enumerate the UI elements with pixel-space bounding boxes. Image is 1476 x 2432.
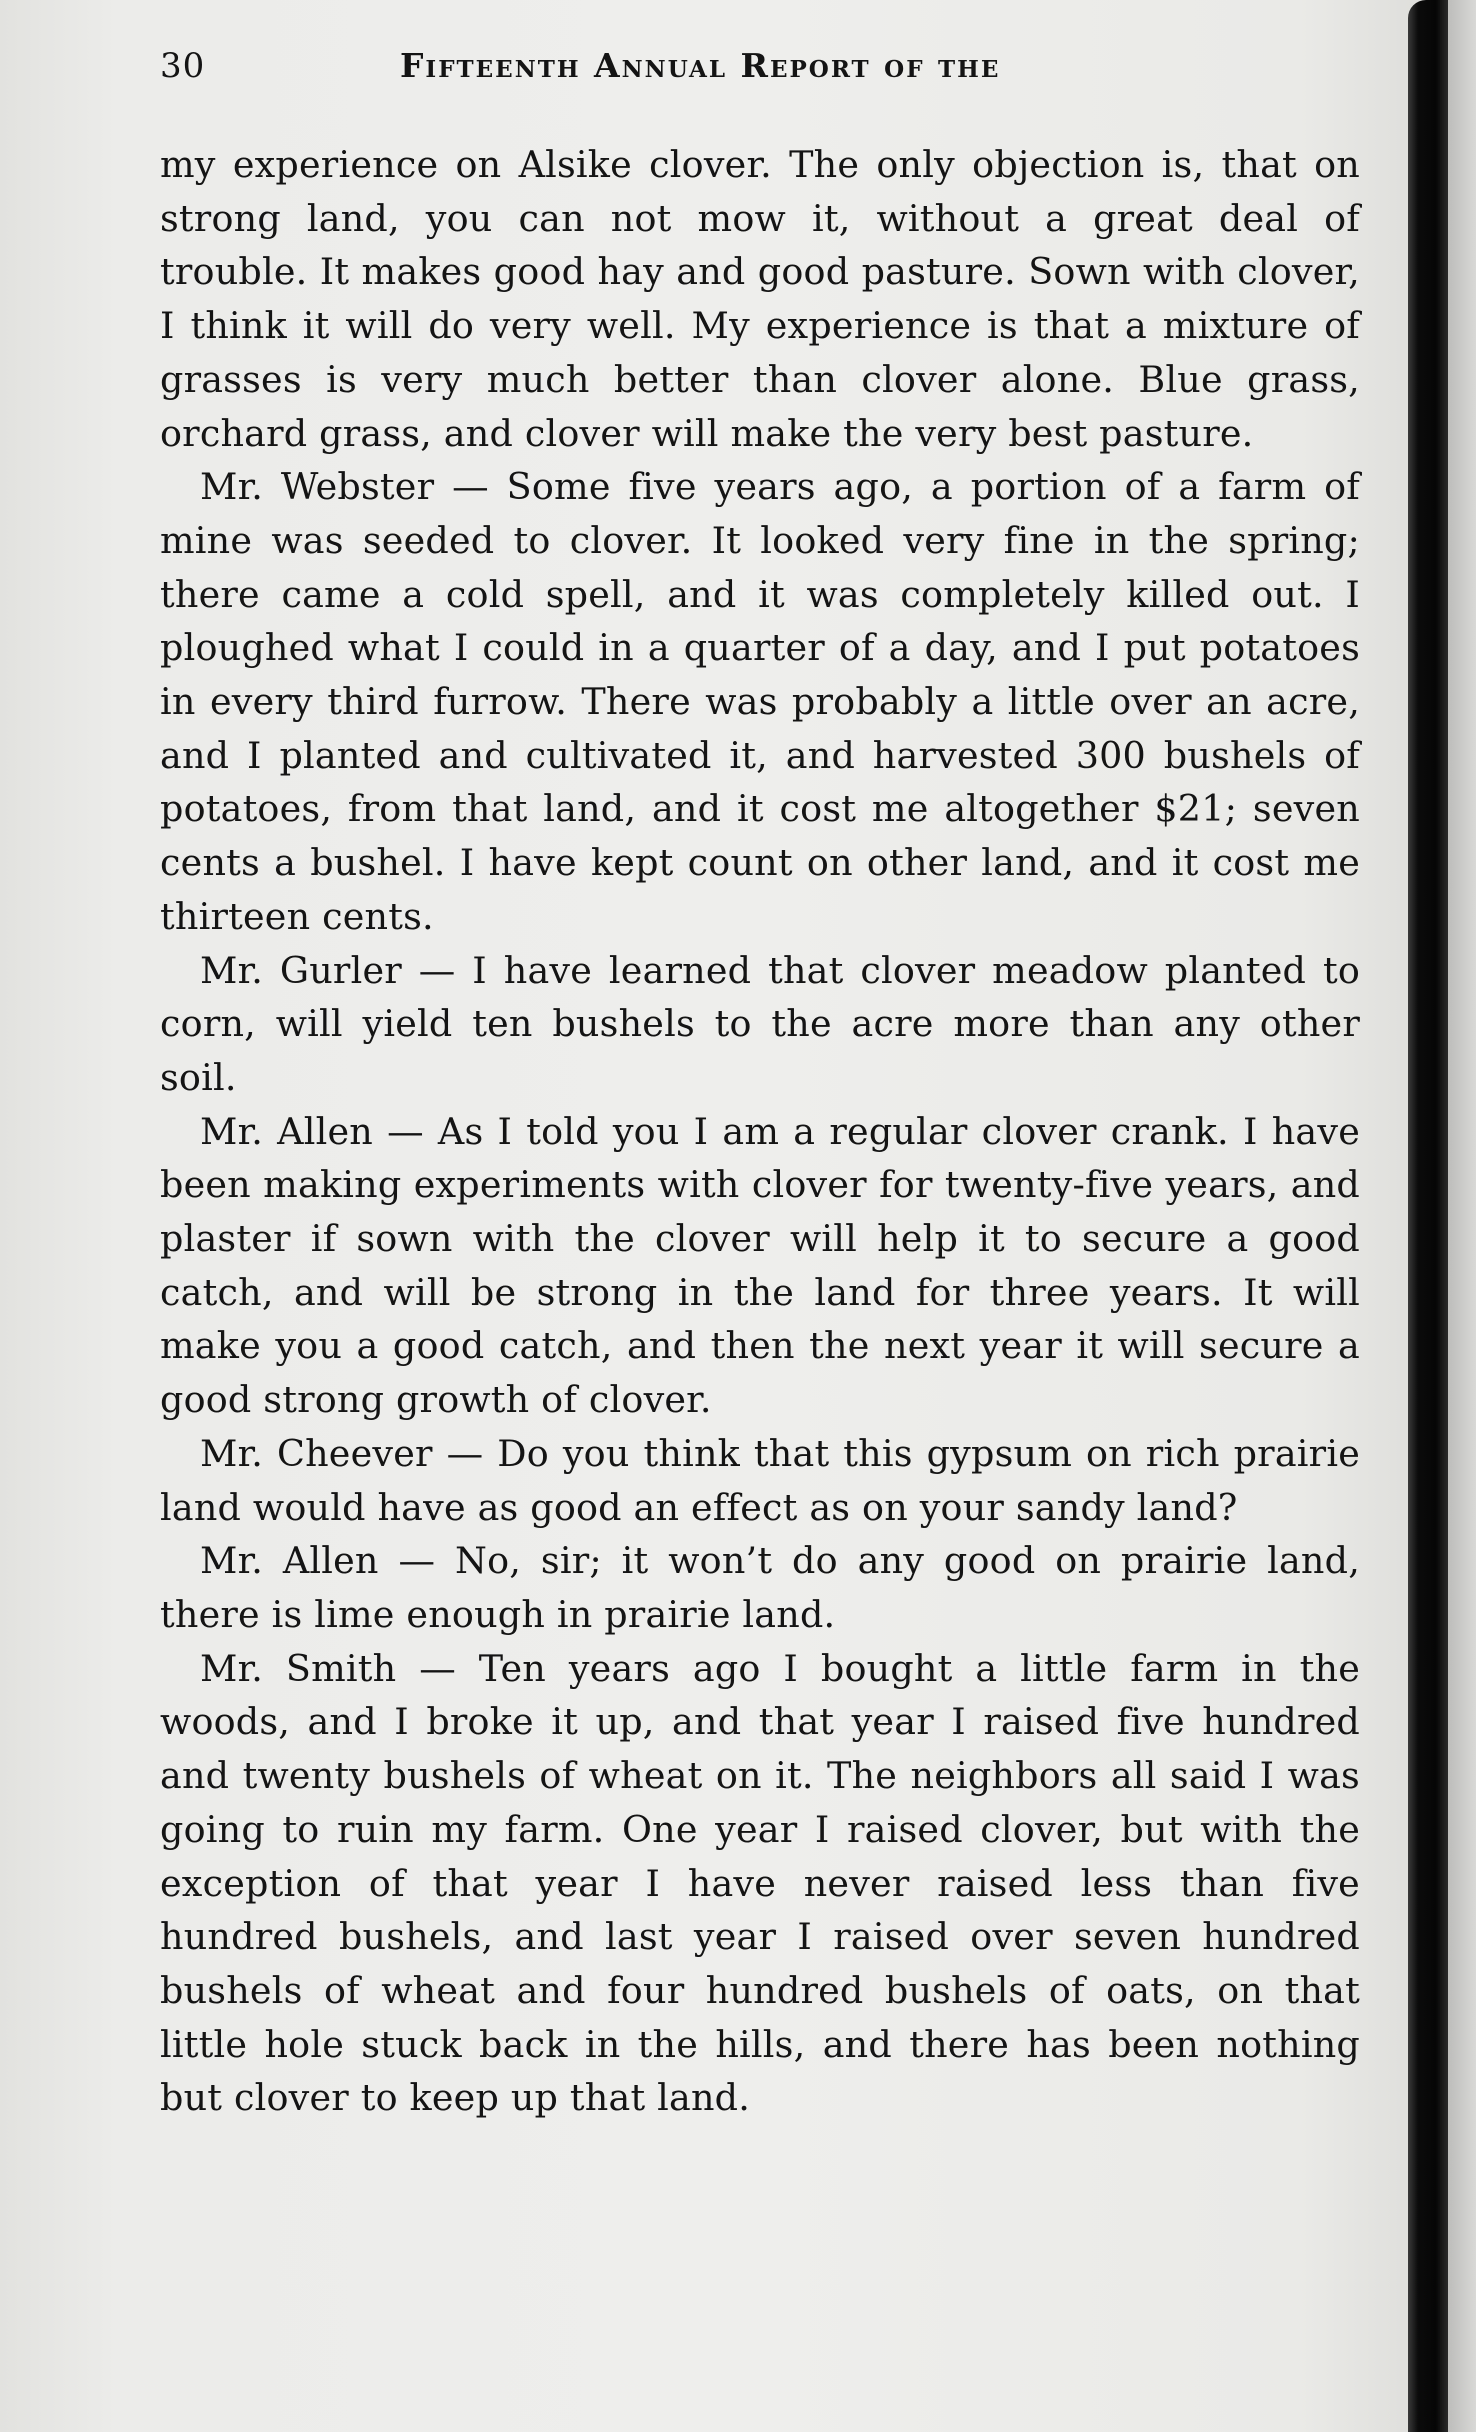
book-spine-shadow (1408, 0, 1448, 2432)
paragraph-gurler: Mr. Gurler — I have learned that clover meadow planted to corn, will yield ten bushels to the acre more than any other soil. (160, 948, 1360, 1099)
running-head: Fifteenth Annual Report of the (400, 46, 1001, 85)
body-text (160, 138, 1360, 2125)
paragraph-webster: Mr. Webster — Some five years ago, a portion of a farm of mine was seeded to clover. It looked very fine in the spring; there came a cold spell, and it was completely killed out. I ploughed what I could in a quarter of a day, and I put potatoes in every third furrow. There was probably a little over an acre, and I planted and cultivated it, and harvested 300 bushels of potatoes, from that land, and it cost me altogether $21; seven cents a bushel. I have kept count on other land, and it cost me thirteen cents. (160, 465, 1360, 938)
page-header (160, 36, 1360, 94)
paragraph-continued: my experience on Alsike clover. The only objection is, that on strong land, you can not mow it, without a great deal of trouble. It makes good hay and good pasture. Sown with clover, I think it will do very well. My experience is that a mixture of grasses is very much better than clover alone. Blue grass, orchard grass, and clover will make the very best pasture. (160, 143, 1360, 455)
scan-edge (1448, 0, 1476, 2432)
paragraph-smith: Mr. Smith — Ten years ago I bought a little farm in the woods, and I broke it up, and that year I raised five hundred and twenty bushels of wheat on it. The neighbors all said I was going to ruin my farm. One year I raised clover, but with the exception of that year I have never raised less than five hundred bushels, and last year I raised over seven hundred bushels of wheat and four hundred bushels of oats, on that little hole stuck back in the hills, and there has been nothing but clover to keep up that land. (160, 1646, 1360, 2120)
book-page (160, 36, 1360, 2120)
paragraph-cheever: Mr. Cheever — Do you think that this gypsum on rich prairie land would have as good an effect as on your sandy land? (160, 1431, 1360, 1529)
paragraph-allen-reply: Mr. Allen — No, sir; it won’t do any good on prairie land, there is lime enough in prairie land. (160, 1539, 1360, 1636)
paragraph-allen: Mr. Allen — As I told you I am a regular clover crank. I have been making experiments with clover for twenty-five years, and plaster if sown with the clover will help it to secure a good catch, and will be strong in the land for three years. It will make you a good catch, and then the next year it will secure a good strong growth of clover. (160, 1109, 1360, 1422)
page-number: 30 (160, 46, 206, 86)
